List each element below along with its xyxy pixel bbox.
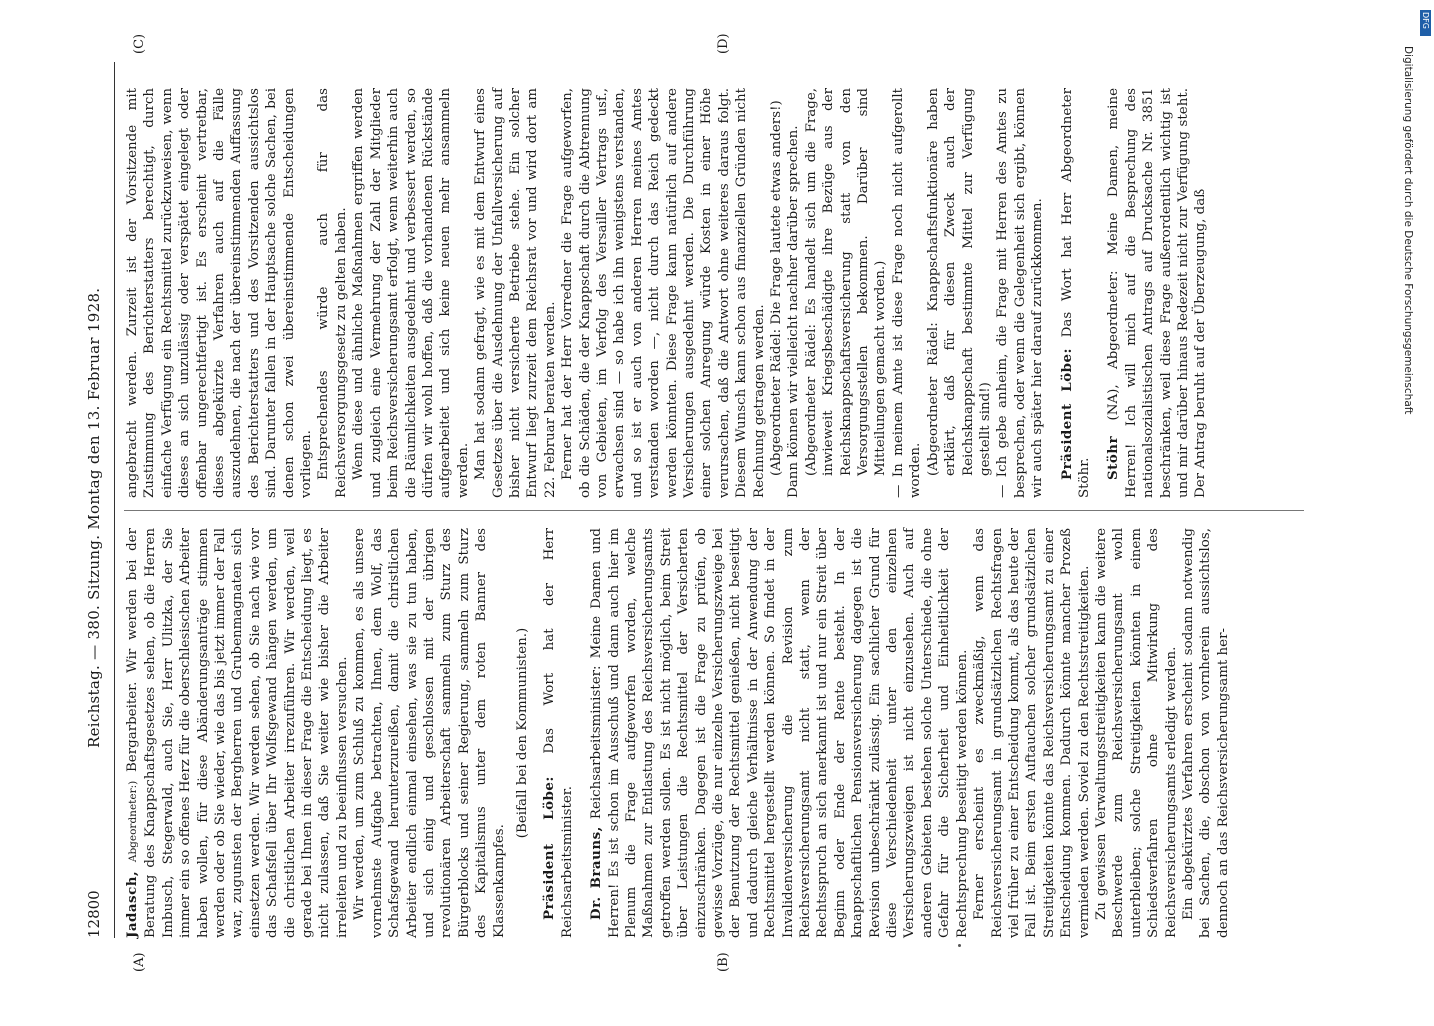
applause-note: (Beifall bei den Kommunisten.) bbox=[514, 627, 530, 839]
interjection: (Abgeordneter Rädel: Knappschaftsfunktionäre haben erklärt, daß für diesen Zweck auch der Reichsknappschaft bestimmte Mittel zur Verfügung gestellt sind!) bbox=[925, 88, 993, 476]
speaker-name: Dr. Brauns, bbox=[588, 826, 605, 920]
paragraph: Wenn diese und ähnliche Maßnahmen ergriffen werden und zugleich eine Vermehrung der Zahl der Mitglieder beim Reichsversicherungsamt erfolgt, wenn weiterhin auch die Räumlichkeiten ausgedehnt und verbessert werden, so dürfen wir wohl hoffen, daß die vorhandenen Rückstände aufgearbeitet und sich keine neuen mehr ansammeln werden. bbox=[351, 88, 471, 498]
speaker-role: Reichsarbeitsminister: bbox=[589, 665, 605, 820]
paragraph bbox=[588, 528, 971, 938]
paragraph: — In meinem Amte ist diese Frage noch nicht aufgerollt worden. bbox=[890, 88, 924, 498]
paragraph-text: Meine Damen und Herren! Es ist schon im Ausschuß und dann auch hier im Plenum die Frage aufgeworfen worden, welche Maßnahmen zur Entlastung des Reichsversicherungsamts getroffen werden sollen. Es ist nicht möglich, beim Streit über Leistungen die Rechtsmittel der Versicherten einzuschränken. Dagegen ist die Frage zu prüfen, ob gewisse Vorzüge, die nur einzelne Versicherungszweige bei der Benutzung der Rechtsmittel genießen, nicht beseitigt und dadurch gleiche Verhältnisse in der Anwendung der Rechtsmittel hergestellt werden können. So findet in der Invalidenversicherung die Revision zum Reichsversicherungsamt nicht statt, wenn der Rechtsspruch an sich anerkannt ist und nur ein Streit über Beginn oder Ende der Rente besteht. In der knappschaftlichen Pensionsversicherung dagegen ist die Revision unbeschränkt zulässig. Ein sachlicher Grund für diese Verschiedenheit unter den einzelnen Versicherungszweigen ist nicht einzusehen. Auch auf anderen Gebieten bestehen solche Unterschiede, die ohne Gefahr für die Sicherheit und Einheitlichkeit der Rechtsprechung beseitigt werden können. bbox=[589, 528, 970, 938]
speaker-name: Stöhr bbox=[1105, 435, 1122, 480]
speaker-name: Präsident Löbe: bbox=[541, 776, 558, 920]
paragraph-text: (NA), Abgeordneter: Meine Damen, meine Herren! Ich will mich auf die Besprechung des nationalsozialistischen Antrags auf Drucksache Nr. 3851 beschränken, weil diese Frage außerordentlich wichtig ist und mir darüber hinaus Redezeit nicht zur Verfügung steht. Der Antrag beruht auf der Überzeugung, daß bbox=[1106, 88, 1209, 498]
paragraph: Dann können wir vielleicht nachher darüber sprechen. bbox=[786, 125, 802, 498]
president-statement bbox=[1059, 88, 1094, 498]
dfg-logo: DFG bbox=[1420, 10, 1431, 36]
paragraph: Ferner erscheint es zweckmäßig, wenn das Reichsversicherungsamt in grundsätzlichen Rechtsfragen viel früher zu einer Entscheidung kommt, als das heute der Fall ist. Beim ersten Auftauchen solcher grundsätzlichen Streitigkeiten könnte das Reichsversicherungsamt zu einer Entscheidung kommen. Dadurch könnte mancher Prozeß vermieden werden. Soviel zu den Rechtsstreitigkeiten. bbox=[972, 528, 1092, 938]
spacer bbox=[1093, 88, 1105, 498]
margin-marker-b: (B) bbox=[716, 952, 731, 972]
interjection: (Abgeordneter Rädel: Die Frage lautete etwas anders!) bbox=[769, 100, 785, 476]
president-statement bbox=[541, 528, 576, 938]
spacer bbox=[1047, 88, 1059, 498]
paragraph: Zu gewissen Verwaltungsstreitigkeiten kann die weitere Beschwerde zum Reichsversicherungsamt wohl unterbleiben; solche Streitigkeiten könnten in einem Schiedsverfahren ohne Mitwirkung des Reichsversicherungsamts erledigt werden. bbox=[1093, 528, 1179, 938]
speaker-name: Jadasch, bbox=[124, 870, 140, 938]
page-title: Reichstag. — 380. Sitzung. Montag den 13. Februar 1928. bbox=[85, 287, 103, 748]
digitization-note: Digitalisierung gefördert durch die Deutsche Forschungsgemeinschaft bbox=[1402, 46, 1414, 415]
paragraph: Ferner hat der Herr Vorredner die Frage aufgeworfen, ob die Schäden, die der Knappschaft durch die Abtrennung von Gebieten, im Verfolg des Versailler Vertrags usf., erwachsen sind — so habe ich ihn wenigstens verstanden, und so ist er auch von anderen Herren meines Amtes verstanden worden —, nicht durch das Reich gedeckt werden könnten. Diese Frage kann natürlich auf andere Versicherungen ausgedehnt werden. Die Durchführung einer solchen Anregung würde Kosten in einer Höhe verursachen, daß die Antwort ohne weiteres daraus folgt. Diesem Wunsch kann schon aus finanziellen Gründen nicht Rechnung getragen werden. bbox=[560, 88, 767, 498]
paragraph: Man hat sodann gefragt, wie es mit dem Entwurf eines Gesetzes über die Ausdehnung der Unfallversicherung auf bisher nicht versicherte Betriebe stehe. Ein solcher Entwurf liegt zurzeit dem Reichsrat vor und wird dort am 22. Februar beraten werden. bbox=[473, 88, 558, 498]
scan-speck bbox=[958, 944, 961, 947]
header-rule bbox=[114, 62, 115, 938]
paragraph bbox=[124, 528, 351, 938]
margin-marker-d: (D) bbox=[716, 33, 731, 54]
margin-marker-a: (A) bbox=[132, 952, 147, 972]
paragraph: Entsprechendes würde auch für das Reichsversorgungsgesetz zu gelten haben. bbox=[316, 88, 349, 498]
paragraph: Wir werden, um zum Schluß zu kommen, es als unsere vornehmste Aufgabe betrachten, Ihnen, dem Wolf, das Schafsgewand herunterzureißen, damit die christlichen Arbeiter endlich einmal einsehen, was sie zu tun haben, und sich einig und geschlossen mit der übrigen revolutionären Arbeiterschaft sammeln zum Sturz des Bürgerblocks und seiner Regierung, sammeln zum Sturz des Kapitalismus unter dem roten Banner des Klassenkampfes. bbox=[352, 528, 507, 938]
paragraph: — Ich gebe anheim, die Frage mit Herren des Amtes zu besprechen, oder wenn die Gelegenheit sich ergibt, können wir auch später hier darauf zurückkommen. bbox=[995, 88, 1046, 498]
left-column bbox=[124, 528, 1232, 938]
speaker-role: Abgeordneter:) bbox=[127, 780, 139, 863]
paragraph bbox=[1105, 88, 1209, 498]
document-page bbox=[76, 33, 1320, 972]
paragraph: Ein abgekürztes Verfahren erscheint sodann notwendig bei Sachen, die, obschon von vornherein aussichtslos, dennoch an das Reichsversicherungsamt her- bbox=[1180, 528, 1231, 938]
statement-text: Das Wort hat der Herr Reichsarbeitsminister. bbox=[542, 528, 575, 938]
speaker-name: Präsident Löbe: bbox=[1058, 348, 1075, 480]
statement-text: Das Wort hat Herr Abgeordneter Stöhr. bbox=[1059, 88, 1092, 498]
paragraph-text: Bergarbeiter. Wir werden bei der Beratung des Knappschaftsgesetzes sehen, ob die Herren Imbusch, Stegerwald, auch Sie, Herr Ulitzka, der Sie immer ein so offenes Herz für die oberschlesischen Arbeiter haben wollen, für diese Abänderungsanträge stimmen werden oder ob Sie wieder, wie das bis jetzt immer der Fall war, zugunsten der Bergherren und Grubenmagnaten sich einsetzen werden. Wir werden sehen, ob Sie nach wie vor das Schafsfell über Ihr Wolfsgewand hängen werden, um die christlichen Arbeiter irrezuführen. Wir werden, weil gerade bei Ihnen in dieser Frage die Entscheidung liegt, es nicht zulassen, daß Sie weiter wie bisher die Arbeiter irreleiten und zu beeinflussen versuchen. bbox=[125, 528, 350, 938]
margin-marker-c: (C) bbox=[132, 33, 147, 54]
interjection: (Abgeordneter Rädel: Es handelt sich um die Frage, inwieweit Kriegsbeschädigte ihre Bezüge aus der Reichsknappschaftsversicherung statt von den Versorgungsstellen bekommen. Darüber sind Mitteilungen gemacht worden.) bbox=[803, 88, 889, 476]
column-divider bbox=[124, 510, 1304, 511]
page-number: 12800 bbox=[85, 890, 103, 938]
right-column bbox=[124, 88, 1210, 498]
page-header bbox=[76, 62, 112, 938]
spacer bbox=[576, 528, 588, 938]
paragraph: angebracht werden. Zurzeit ist der Vorsitzende mit Zustimmung des Berichterstatters berechtigt, durch einfache Verfügung ein Rechtsmittel zurückzuweisen, wenn dieses an sich unzulässig oder verspätet eingelegt oder offenbar ungerechtfertigt ist. Es erscheint vertretbar, dieses abgekürzte Verfahren auch auf die Fälle auszudehnen, die nach der übereinstimmenden Auffassung des Berichterstatters und des Vorsitzenden aussichtslos sind. Darunter fallen in der Hauptsache solche Sachen, bei denen schon zwei übereinstimmende Entscheidungen vorliegen. bbox=[125, 88, 315, 498]
